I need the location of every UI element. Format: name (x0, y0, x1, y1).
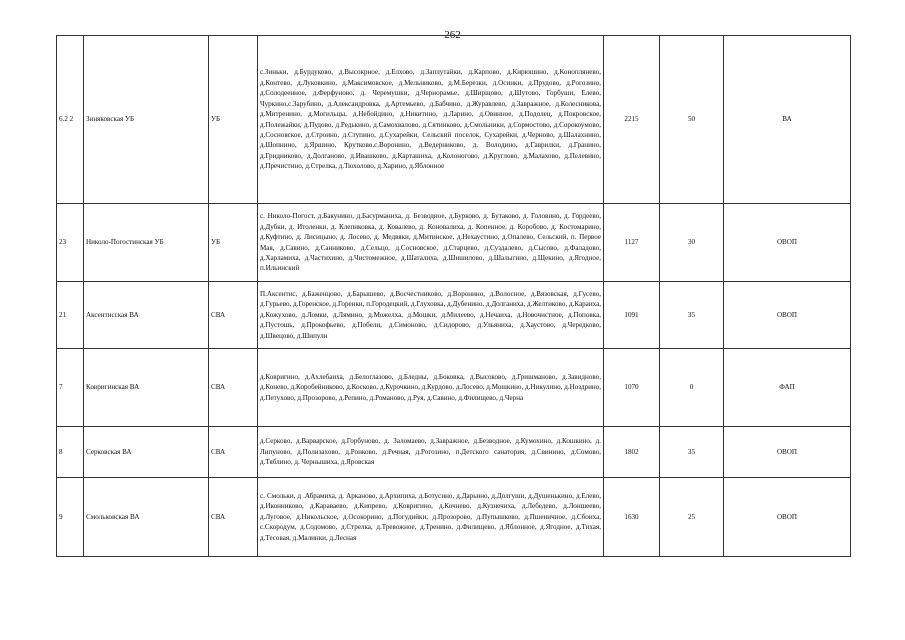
settlements-table (56, 35, 851, 557)
table-row (57, 282, 851, 349)
table-row (57, 478, 851, 557)
facility-type: ОВОП (724, 478, 851, 557)
table-row (57, 36, 851, 204)
settlements-list: с. Николо-Погост, д.Бакунино, д.Басурманиха, д. Безводное, д.Бурково, д. Бутаково, д. Головино, д. Гордеево, д.Дубки, д. Итоленки, д. Клепиковка, д. Ковалево, д. Коновалиха, д. Копенное, д. Коробово, д. Костомарино, д.Куфтино, д. Лисицыно, д. Лосево, д. Медвяки, д.Митинское, д.Нехаустино, д.Опалево, Сельский, п. Первое Мая, д.Савино, д.Санниково, д.Сельцо, д.Сосновское, д.Старцево, д.Суздалево, д.Сысово, д.Фаладово, д.Харламиха, д.Частихино, д.Чистомежное, д.Шаталиха, д.Шишилово, д.Шалыгино, д.Щекино, д.Ягодное, п.Ильинский (258, 204, 604, 282)
institution-type: УБ (209, 36, 258, 204)
settlements-list: П.Аксентис, д.Баженцово, д.Барышево, д.Восчестниково, д.Воронино, д.Волосное, д.Вязовская, д.Гусево, д.Гурьево, д.Горенское, д.Горенки, п.Городецкий, д.Глуховка, д.Дубенино, д.Долганиха, д.Желтиково, д.Караиха, д.Кожухово, д.Ломки, д.Лямино, д.Можелха, д.Мошки, д.Милеево, д.Нечаиха, д.Новочистное, д.Поповка, д.Пустошь, д.Прокофьево, д.Побели, д.Симоново, д.Сидорово, д.Ульяниха, д.Хаустово, д.Чередково, д.Швецово, д.Шипули (258, 282, 604, 349)
institution-name: Николо-Погостинская УБ (84, 204, 209, 282)
row-number: 21 (57, 282, 84, 349)
institution-type: СВА (209, 427, 258, 478)
row-number: 6.2 2 (57, 36, 84, 204)
population: 1630 (604, 478, 660, 557)
table-row (57, 427, 851, 478)
facility-type: ОВОП (724, 282, 851, 349)
institution-name: Смольковская ВА (84, 478, 209, 557)
distance: 35 (660, 282, 724, 349)
facility-type: ОВОП (724, 427, 851, 478)
settlements-list: д.Ковригино, д.Ахлебаиха, д.Белоглазово, д.Бледны, д.Боковка, д.Высоково, д.Гришманово, д.Завидново, д.Конево, д.Коробейниково, д.Косково, д.Курочкино, д.Курдово, д.Лосево, д.Мошкино, д.Никулино, д.Ноздрино, д.Петухово, д.Прозорово, д.Репино, д.Романово, д.Руя, д.Савино, д.Филищево, д.Черна (258, 349, 604, 427)
settlements-list: д.Серково, д.Варварское, д.Горбуново, д. Заломаево, д.Завражное, д.Безводное, д.Кумохино, д.Кошкино, д. Липуново, д.Полизахово, д.Ронково, д.Речная, д.Рогозино, п.Детского санатория, д.Свинино, д.Сомово, д.Тяблино, д. Чернышиха, д.Яровская (258, 427, 604, 478)
institution-type: СВА (209, 478, 258, 557)
population: 1127 (604, 204, 660, 282)
table-row (57, 204, 851, 282)
row-number: 8 (57, 427, 84, 478)
settlements-list: с. Смольки, д .Абрамиха, д. Арканово, д.Архипиха, д.Ботусино, д.Дарьино, д.Долгуши, д.Душенькино, д.Елево, д.Иконниково, д.Караваево, д.Кипрево, д.Ковригино, д.Кочнево, д.Кузнечиха, д.Лебедево, д.Лоншеево, д.Луговое, д.Никольское, д.Осокорино, д.Погудийки, д.Прозорово, д.Пупышково, д.Пшеничное, д.Сбоиха, с.Скородум, д.Содомово, д.Стрелка, д.Тревожное, д.Тренино, д.Филищево, д.Яблонное, д.Ягодное, д.Тихая, д.Тесовая, д.Малинки, д.Лесная (258, 478, 604, 557)
row-number: 23 (57, 204, 84, 282)
institution-type: СВА (209, 282, 258, 349)
distance: 35 (660, 427, 724, 478)
institution-name: Ковригинская ВА (84, 349, 209, 427)
settlements-list: с.Зиньки, д.Бурдуково, д.Высокрное, д.Елхово, д.Заплутайки, д.Карпово, д.Кирюшино, д.Коноплянево, д.Контево, д.Луковкино, д.Максимовское, д.Мельниково, д.М.Березки, д.Осинки, д.Прудово, д.Рогозино, д.Солодеенное, д.Ферфуново, д. Черемушки, д.Чернорамье, д.Ширщово, д.Шутово, Горбуши, Елево, Чуркино,с.Зарубино, д.Александровка, д.Артемьево, д.Бабчино, д.Журавлево, д.Завражное, д.Колесникова, д.Митренино, д.Могильцы, д.Небойдино, д.Никитино, д.Ларино, д.Овинное, д.Подолец, д.Покровское, д.Полежайки, д.Пудово, д.Редькино, д.Самохвалово, д.Сятинково, д.Смольники, д.Сормостово, д.Сорокоумово, д.Сосновское, д.Строино, д.Ступино, д.Сухарейки, Сельский поселок, Сухарейки, д.Черново, д.Шалахнино, д.Шопнино, д.Яршино, Крутково,с.Воронино, д.Ведерниково, д. Володино, д.Гаврилки, д.Гранино, д.Гридниково, д.Долганово, д.Ивашково, д.Карташиха, д.Колоногово, д.Круглово, д.Малахово, д.Пелевино, д.Пречистино, д.Стрелка, д.Тюхолово, д.Харино, д.Яблонное (258, 36, 604, 204)
distance: 0 (660, 349, 724, 427)
facility-type: ФАП (724, 349, 851, 427)
population: 1091 (604, 282, 660, 349)
row-number: 9 (57, 478, 84, 557)
institution-name: Серковская ВА (84, 427, 209, 478)
distance: 25 (660, 478, 724, 557)
population: 2215 (604, 36, 660, 204)
institution-name: Зиняковская УБ (84, 36, 209, 204)
distance: 30 (660, 204, 724, 282)
facility-type: ОВОП (724, 204, 851, 282)
row-number: 7 (57, 349, 84, 427)
facility-type: ВА (724, 36, 851, 204)
population: 1802 (604, 427, 660, 478)
population: 1070 (604, 349, 660, 427)
institution-type: СВА (209, 349, 258, 427)
institution-name: Аксентисская ВА (84, 282, 209, 349)
institution-type: УБ (209, 204, 258, 282)
distance: 50 (660, 36, 724, 204)
page-number: 262 (444, 29, 461, 41)
table-row (57, 349, 851, 427)
